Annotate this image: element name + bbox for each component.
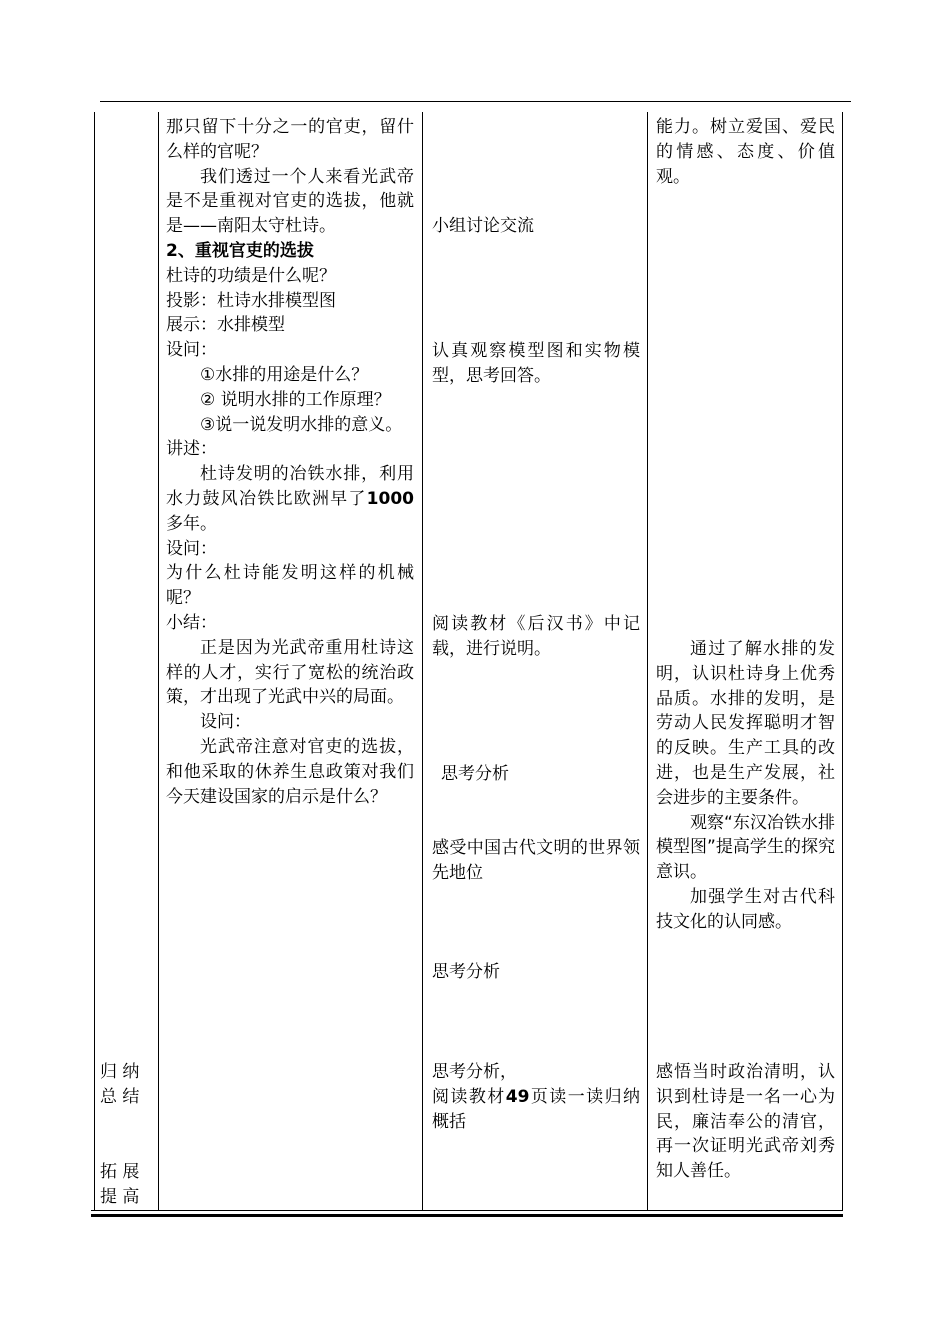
text-paragraph bbox=[432, 1085, 640, 1135]
text-paragraph: 为什么杜诗能发明这样的机械呢？ bbox=[166, 563, 414, 609]
student-read bbox=[432, 612, 640, 662]
extend-label bbox=[100, 1160, 139, 1210]
text-paragraph: 思考分析， bbox=[432, 1062, 517, 1082]
extend-label-line1: 拓 展 bbox=[100, 1162, 140, 1182]
column-divider-2 bbox=[422, 112, 423, 1210]
text-paragraph: 观察“东汉冶铁水排模型图”提高学生的探究意识。 bbox=[656, 812, 835, 883]
column-divider-1 bbox=[158, 112, 159, 1210]
summary-label-line1: 归 纳 bbox=[100, 1062, 140, 1082]
text-span: 杜诗发明的冶铁水排，利用水力鼓风冶铁比欧洲早了 bbox=[166, 464, 414, 509]
text-paragraph: 那只留下十分之一的官吏，留什么样的官呢？ bbox=[166, 117, 414, 162]
extend-label-line2: 提 高 bbox=[100, 1186, 140, 1207]
student-observe bbox=[432, 339, 640, 389]
student-think-3 bbox=[432, 1060, 640, 1134]
text-paragraph: 能力。树立爱国、爱民的情感、态度、价值观。 bbox=[656, 117, 835, 187]
number-span: 49 bbox=[505, 1086, 530, 1107]
student-think-2: 思考分析 bbox=[432, 962, 500, 982]
text-paragraph: 讲述： bbox=[166, 439, 217, 460]
column-divider-3 bbox=[647, 112, 648, 1210]
text-paragraph: 正是因为光武帝重用杜诗这样的人才，实行了宽松的统治政策，才出现了光武中兴的局面。 bbox=[166, 637, 414, 708]
student-discuss: 小组讨论交流 bbox=[432, 216, 534, 236]
text-paragraph: 设问： bbox=[200, 712, 251, 733]
question-item: ①水排的用途是什么？ bbox=[200, 364, 369, 385]
table-bottom-rule bbox=[91, 1210, 843, 1211]
text-paragraph: 感悟当时政治清明，认识到杜诗是一名一心为民，廉洁奉公的清官，再一次证明光武帝刘秀知人善任。 bbox=[656, 1062, 835, 1182]
text-paragraph: 光武帝注意对官吏的选拔，和他采取的休养生息政策对我们今天建设国家的启示是什么？ bbox=[166, 736, 414, 807]
intent-mid bbox=[656, 637, 835, 935]
text-paragraph: 小结： bbox=[166, 612, 217, 633]
summary-label bbox=[100, 1060, 139, 1110]
text-paragraph: 认真观察模型图和实物模型，思考回答。 bbox=[432, 341, 640, 386]
text-paragraph: 杜诗的功绩是什么呢？ bbox=[166, 265, 336, 286]
text-paragraph: 投影：杜诗水排模型图 bbox=[166, 290, 336, 311]
student-feel bbox=[432, 836, 640, 886]
header-rule bbox=[100, 101, 851, 102]
text-paragraph: 设问： bbox=[166, 538, 217, 559]
number-span: 1000 bbox=[366, 488, 414, 509]
text-paragraph: 加强学生对古代科技文化的认同感。 bbox=[656, 886, 835, 932]
text-paragraph bbox=[166, 462, 414, 536]
intent-bottom bbox=[656, 1060, 835, 1184]
text-paragraph: 我们透过一个人来看光武帝是不是重视对官吏的选拔，他就是——南阳太守杜诗。 bbox=[166, 166, 414, 237]
summary-label-line2: 总 结 bbox=[100, 1086, 140, 1107]
text-paragraph: 阅读教材《后汉书》中记载，进行说明。 bbox=[432, 614, 640, 659]
text-span: 多年。 bbox=[166, 513, 217, 534]
section-heading: 2、重视官吏的选拔 bbox=[166, 240, 314, 261]
question-item: ③说一说发明水排的意义。 bbox=[200, 414, 403, 435]
text-paragraph: 感受中国古代文明的世界领先地位 bbox=[432, 838, 640, 883]
text-paragraph: 展示：水排模型 bbox=[166, 315, 285, 336]
question-item: ② 说明水排的工作原理？ bbox=[200, 389, 391, 410]
text-paragraph: 通过了解水排的发明，认识杜诗身上优秀品质。水排的发明，是劳动人民发挥聪明才智的反映。生产工具的改进，也是生产发展，社会进步的主要条件。 bbox=[656, 639, 835, 808]
teacher-activity-column bbox=[166, 115, 414, 809]
student-think-1: 思考分析 bbox=[441, 764, 509, 784]
text-span: 阅读教材 bbox=[432, 1086, 506, 1107]
text-span: 页读一读归纳概括 bbox=[432, 1086, 641, 1132]
text-paragraph: 设问： bbox=[166, 340, 217, 361]
intent-top bbox=[656, 115, 835, 189]
table-bottom-thick-rule bbox=[91, 1214, 843, 1217]
